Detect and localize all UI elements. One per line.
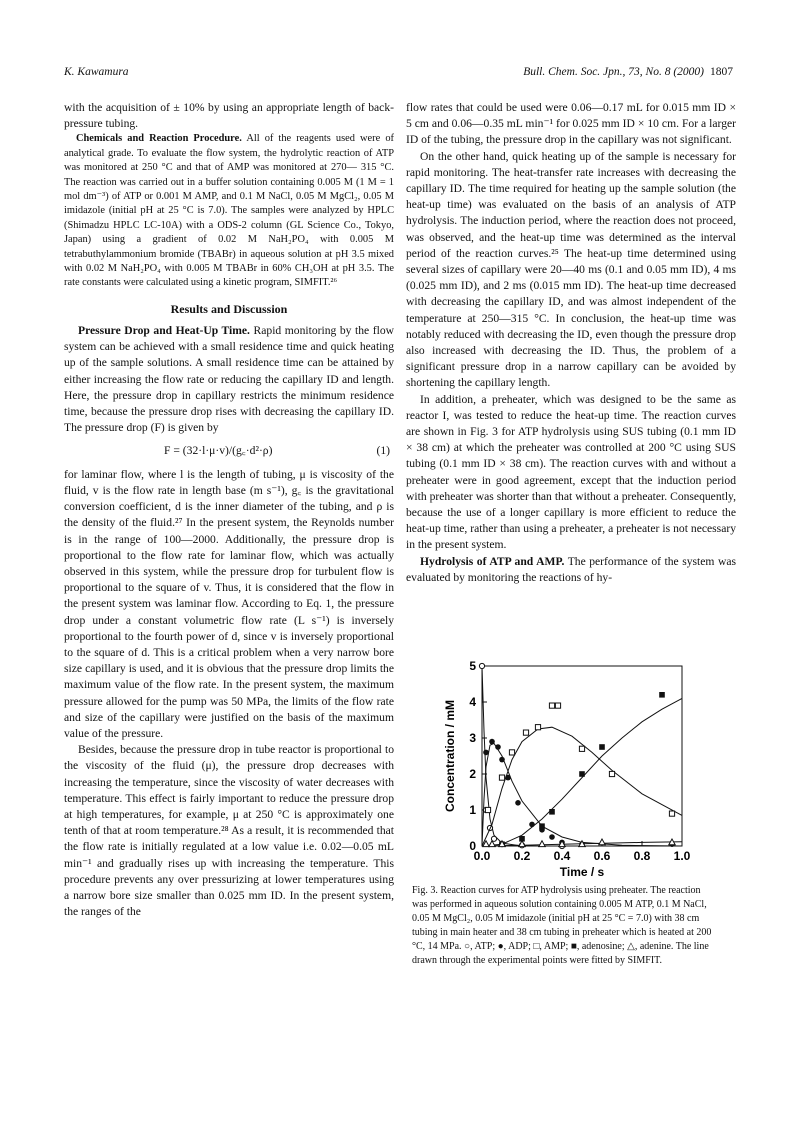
- adenine-data-point: [539, 841, 545, 847]
- flow-rates-paragraph: flow rates that could be used were 0.06—0.17 mL for 0.015 mm ID × 5 cm and 0.06—0.35 mL min⁻¹ for 0.025 mm ID × 10 cm. For a larger ID of the tubing, the pressure drop in the capillary was not significant.: [406, 101, 736, 147]
- atp-fit-line: [482, 666, 682, 846]
- amp-data-point: [535, 725, 540, 730]
- adenosine-data-point: [549, 809, 555, 815]
- amp-data-point: [499, 775, 504, 780]
- heat-up-paragraph: On the other hand, quick heating up of the sample is necessary for rapid monitoring. The heat-transfer rate increases with decreasing the capillary ID. The time required for heating up the sample solution (the heat-up time) was evaluated on the basis of an analysis of ATP hydrolysis. The induction period, where the reaction does not proceed, was observed, and the heat-up time was determined as the interval period of the reaction curves.²⁵ The heat-up time determined using several sizes of capillary were 20—40 ms (0.1 and 0.05 mm ID), 4 ms (0.025 mm ID), and 2 ms (0.015 mm ID). The heat-up time decreased with decreasing the capillary ID, and was almost independent of the temperature at 250—315 °C. In conclusion, the heat-up time was notably reduced with decreasing the ID, even though the pressure drop also increased with decreasing the ID. Thus, the problem of a significant pressure drop in a narrow capillary can be avoided by shortening the capillary length.: [406, 149, 736, 390]
- adp-data-point: [495, 744, 501, 750]
- adp-data-point: [529, 822, 535, 828]
- amp-data-point: [549, 703, 554, 708]
- amp-data-point: [579, 746, 584, 751]
- y-tick-label: 3: [469, 731, 476, 745]
- caption-text: Reaction curves for ATP hydrolysis using preheater. The reaction was performed in aqueous solution containing 0.005 M ATP, 0.1 M NaCl, 0.05 M MgCl₂, 0.05 M imidazole (initial pH at 25 °C = 7.0) with 38 cm tubing in main heater and 38 cm tubing in preheater which is heated at 200 °C, 14 MPa. ○, ATP; ●, ADP; □, AMP; ■, adenosine; △, adenine. The line drawn through the experimental points were fitted by SIMFIT.: [412, 885, 712, 966]
- amp-data-point: [509, 750, 514, 755]
- amp-data-point: [523, 730, 528, 735]
- hydrolysis-paragraph: [406, 554, 736, 586]
- journal-citation: [523, 66, 733, 78]
- adp-data-point: [489, 739, 495, 745]
- y-tick-label: 2: [469, 767, 476, 781]
- left-column: [64, 100, 394, 920]
- viscosity-paragraph: Besides, because the pressure drop in tube reactor is proportional to the viscosity of the fluid (μ), the pressure drop decreases with increasing the temperature, since the viscosity of water decreases with temperature. This effect is fairly important to reduce the pressure drop at high temperatures, for example, μ at 250 °C is approximately one tenth of that at room temperature.²⁸ As a result, it is recommended that the flow rate is initially regulated at a low value i.e. 0.02—0.05 mL min⁻¹ and gradually rises up with increasing the temperature. This procedure prevents any over pressurizing at lower temperatures using a narrow bore size smaller than 0.025 mm ID. In the present system, the ranges of the: [64, 743, 394, 919]
- figure-caption: [412, 884, 712, 968]
- x-tick-label: 0.0: [473, 849, 491, 863]
- hydrolysis-heading: Hydrolysis of ATP and AMP.: [420, 554, 565, 568]
- author-name: K. Kawamura: [64, 66, 129, 78]
- adp-data-point: [483, 750, 489, 756]
- x-tick-label: 0.2: [513, 849, 531, 863]
- x-tick-label: 0.4: [553, 849, 571, 863]
- adenosine-data-point: [539, 823, 545, 829]
- adp-data-point: [499, 757, 505, 763]
- caption-label: Fig. 3.: [412, 885, 438, 896]
- adp-data-point: [515, 800, 521, 806]
- adenine-data-point: [599, 839, 605, 845]
- figure-3-chart: [420, 650, 720, 890]
- plot-frame: [482, 666, 682, 846]
- paragraph-continued: with the acquisition of ± 10% by using an appropriate length of back-pressure tubing.: [64, 101, 394, 131]
- section-heading: Results and Discussion: [170, 301, 288, 316]
- amp-data-point: [485, 807, 490, 812]
- right-column: [406, 100, 736, 586]
- amp-fit-line: [482, 727, 682, 846]
- chemicals-heading: Chemicals and Reaction Procedure.: [76, 133, 242, 145]
- x-tick-label: 0.6: [593, 849, 611, 863]
- journal-name: Bull. Chem. Soc. Jpn., 73, No. 8 (2000): [523, 66, 704, 78]
- amp-data-point: [555, 703, 560, 708]
- equation-number: (1): [376, 443, 390, 457]
- x-axis-label: Time / s: [559, 865, 605, 879]
- adenosine-data-point: [599, 744, 605, 750]
- adp-data-point: [549, 834, 555, 840]
- equation-text: F = (32·l·μ·v)/(g꜀·d²·ρ): [164, 443, 273, 457]
- page-number: 1807: [710, 66, 733, 78]
- atp-data-point: [479, 663, 484, 668]
- pressure-drop-paragraph: [64, 323, 394, 436]
- chemicals-section: [64, 132, 394, 290]
- y-tick-label: 1: [469, 803, 476, 817]
- chemicals-body: All of the reagents used were of analytical grade. To evaluate the flow system, the hydrolytic reaction of ATP was monitored at 250 °C and that of AMP was monitored at 270— 315 °C. The reaction was carried out in a buffer solution containing 0.005 M (1 M = 1 mol dm⁻³) of ATP or 0.001 M AMP, and 0.1 M NaCl, 0.05 M MgCl₂, 0.05 M imidazole (initial pH at 25 °C is 7.0). The samples were analyzed by HPLC (Shimadzu HPLC LC-10A) with a ODS-2 column (GL Science Co., Tokyo, Japan) using a gradient of 0.02 M NaH₂PO₄ with 0.005 M tetrabuthylammonium bromide (TBABr) in aqueous solution at pH 3.5 mixed with 0.02 M NaH₂PO₄ with 0.005 M TBABr in 60% CH₃OH at pH 3.5. The rate constants were calculated using a kinetic program, SIMFIT.²⁶: [64, 133, 394, 289]
- y-tick-label: 5: [469, 659, 476, 673]
- amp-data-point: [669, 811, 674, 816]
- y-tick-label: 0: [469, 839, 476, 853]
- y-tick-label: 4: [469, 695, 476, 709]
- x-tick-label: 0.8: [633, 849, 651, 863]
- equation-1: [64, 443, 394, 459]
- preheater-paragraph: In addition, a preheater, which was designed to be the same as reactor I, was tested to reduce the heat-up time. The reaction curves are shown in Fig. 3 for ATP hydrolysis using SUS tubing (0.1 mm ID × 38 cm) at which the preheater was controlled at 200 °C using SUS tubing (0.1 mm ID × 38 cm). The reaction curves with and without a preheater were in good agreement, except that the induction period with preheater was shorter than that without a preheater. Consequently, because the use of a longer capillary is more efficient to reduce the heat-up time, rather than using a preheater, a preheater is not necessary in the present system.: [406, 392, 736, 552]
- pressure-drop-heading: Pressure Drop and Heat-Up Time.: [78, 324, 250, 338]
- chemicals-paragraph: [64, 132, 394, 290]
- pressure-drop-body: Rapid monitoring by the flow system can be achieved with a small residence time and quick heating up of the sample solutions. A small residence time can be attained by either increasing the flow rate or reducing the capillary ID and length. Here, the pressure drop in capillary restricts the minimum residence time, because the pressure drop rises with decreasing the capillary ID. The pressure drop (F) is given by: [64, 324, 394, 435]
- adenosine-data-point: [579, 771, 585, 777]
- laminar-flow-paragraph: for laminar flow, where l is the length of tubing, μ is viscosity of the fluid, v is the flow rate in length base (m s⁻¹), g꜀ is the gravitational conversion coefficient, d is the inner diameter of the tubing, and ρ is the density of the fluid.²⁷ In the present system, the Reynolds number is in the range of 100—2000. Additionally, the pressure drop is proportional to the flow rate for laminar flow, which was actually observed in this system, while the pressure drop for turbulent flow is proportional to the square of v. Thus, it is considered that the flow in the present system was laminar flow. According to Eq. 1, the pressure drop under a constant volumetric flow rate (L s⁻¹) is inversely proportional to the fourth power of d, since v is inversely proportional to the square of d. This is a critical problem when a very narrow bore size capillary is used, and it is obvious that the pressure drop limits the maximum value of the flow rate. In the present system, the maximum pressure allowed for the pump was 50 MPa, the limits of the flow rate and size of the capillary were justified on the basis of the maximum value of the pressure.: [64, 467, 394, 740]
- adenosine-data-point: [659, 692, 665, 698]
- x-tick-label: 1.0: [673, 849, 691, 863]
- amp-data-point: [609, 771, 614, 776]
- hydrolysis-body: The performance of the system was evaluated by monitoring the reactions of hy-: [406, 554, 736, 584]
- y-axis-label: Concentration / mM: [443, 699, 457, 813]
- running-head: [64, 66, 733, 78]
